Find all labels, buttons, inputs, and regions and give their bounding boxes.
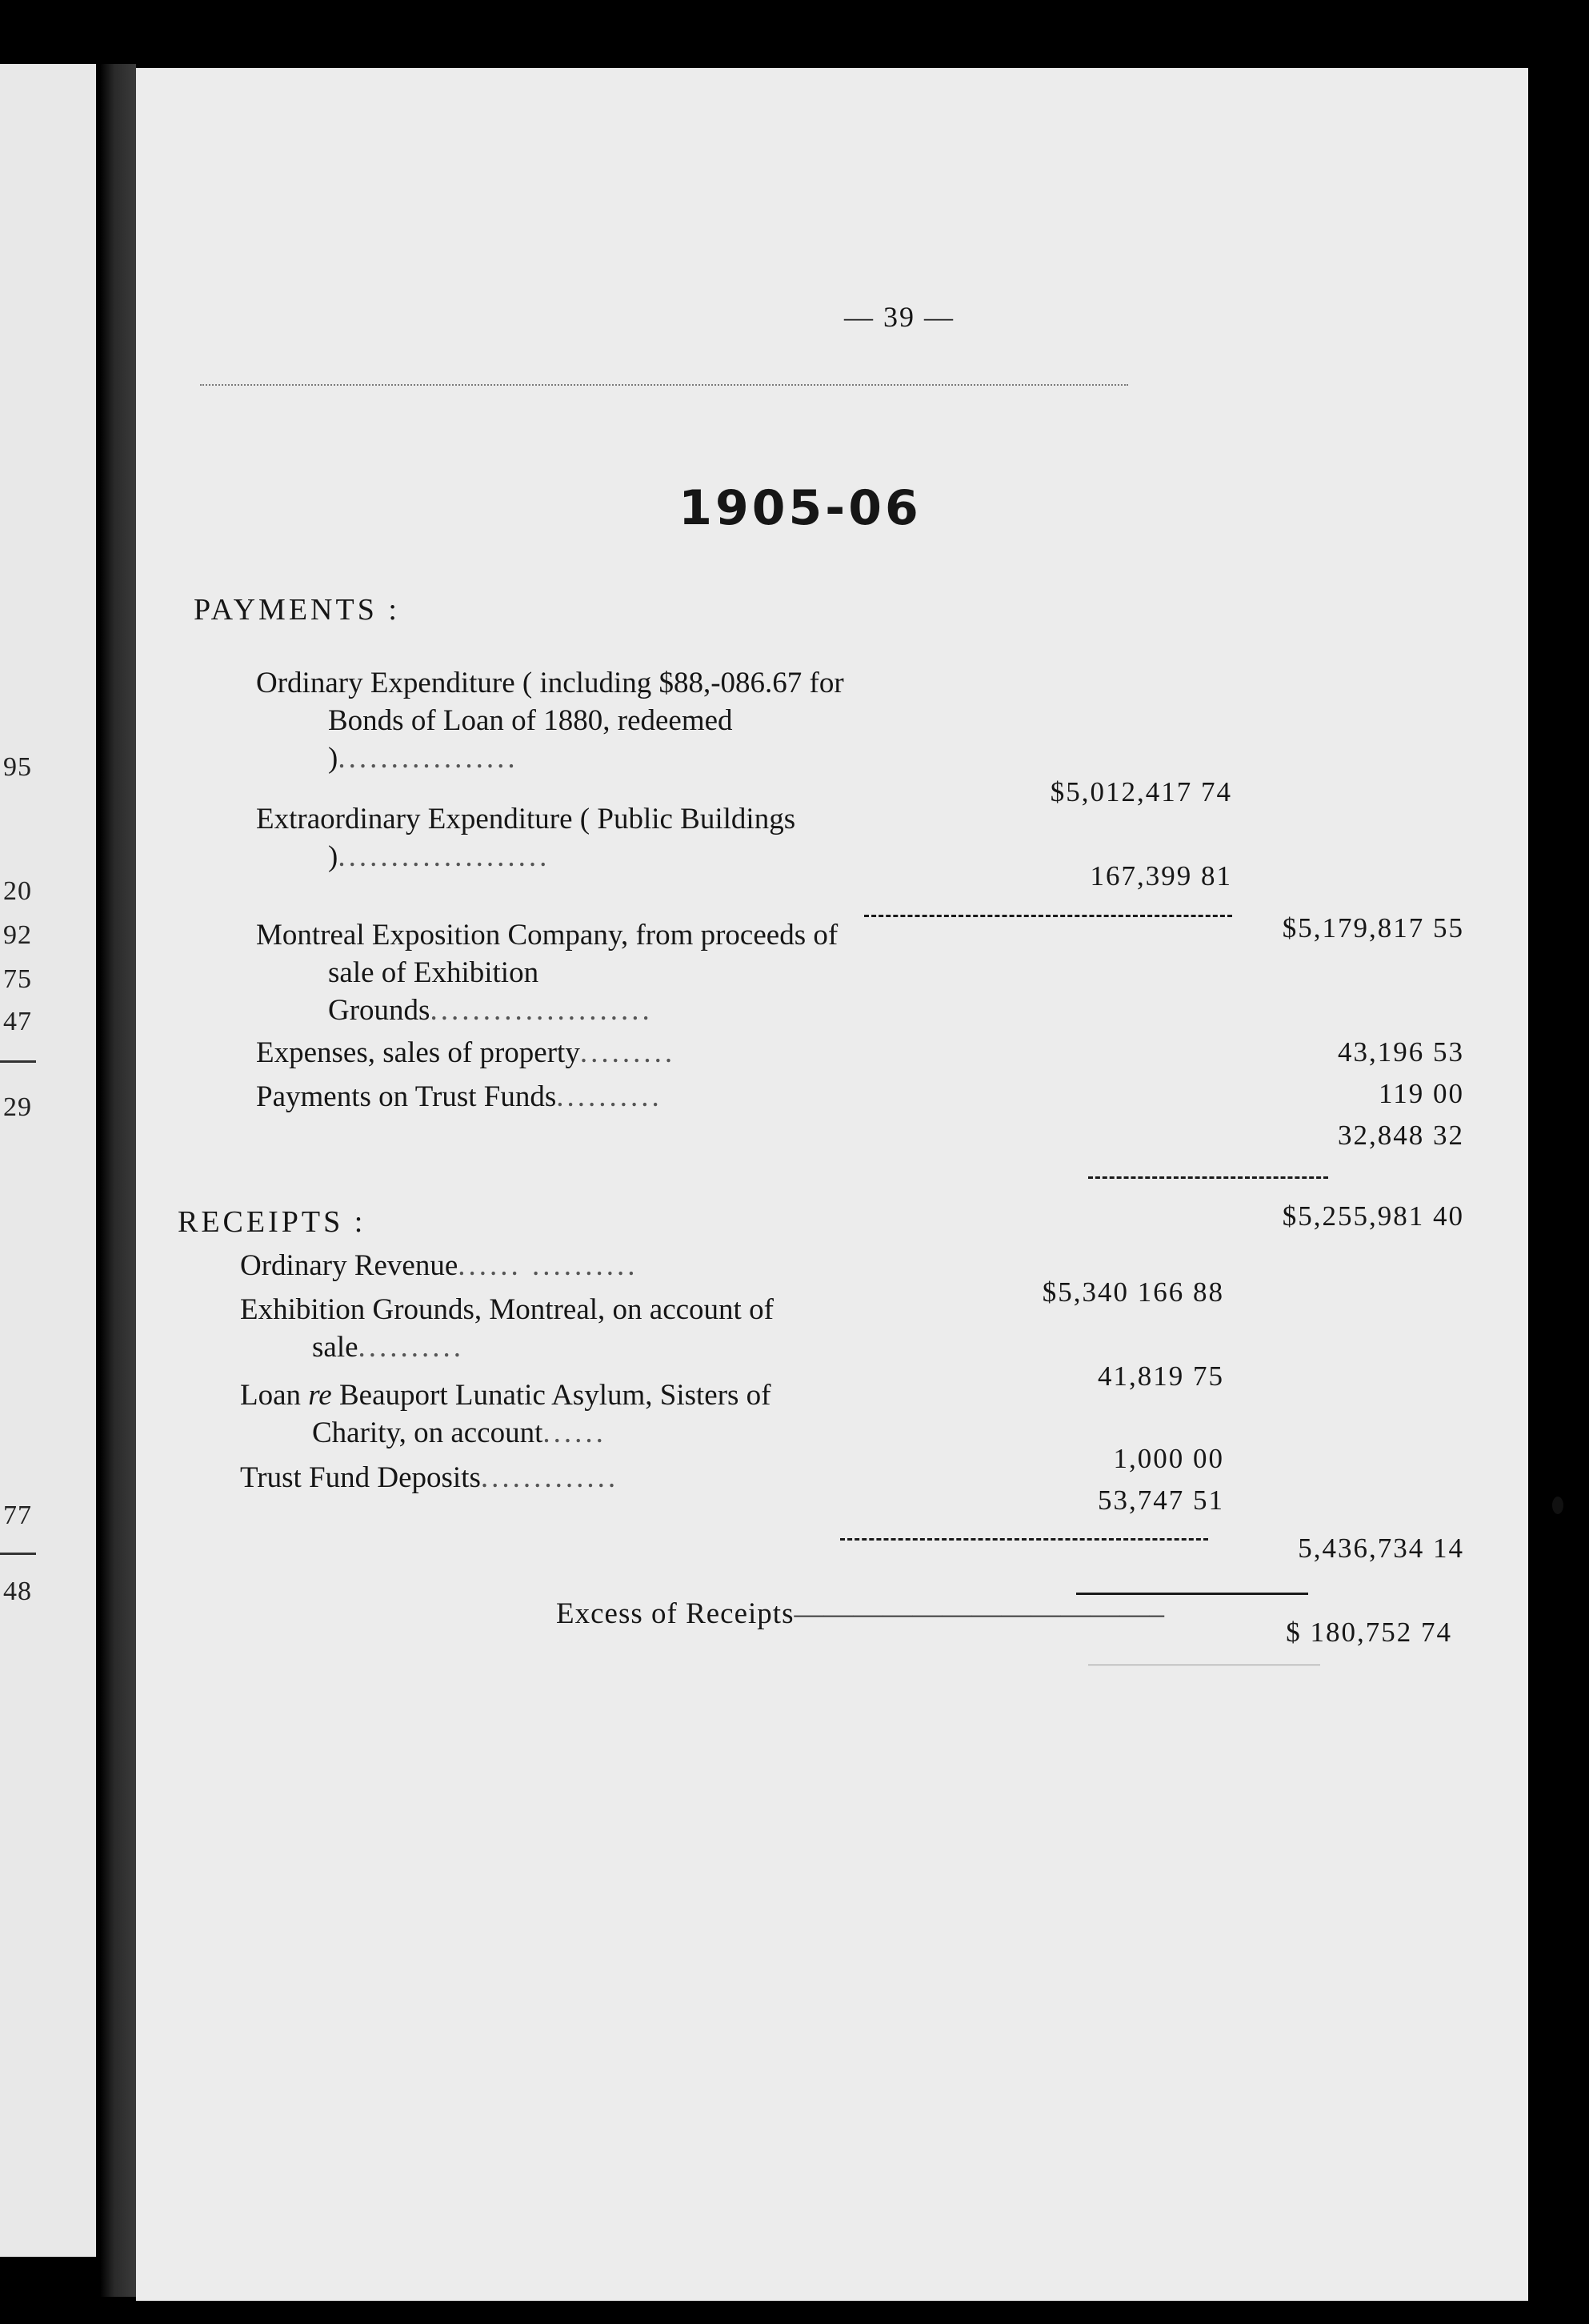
left-page-fragment: 95 — [3, 752, 32, 782]
receipt-ordinary-revenue: Ordinary Revenue...... .......... — [240, 1249, 638, 1282]
payments-total-amount: $5,255,981 40 — [1282, 1200, 1464, 1232]
ink-speck — [1552, 1497, 1563, 1514]
payment-ordinary-expenditure: Ordinary Expenditure ( including $88,-086.67 for Bonds of Loan of 1880, redeemed )................. — [256, 667, 844, 775]
payment-expenses-text: Expenses, sales of property — [256, 1036, 580, 1069]
book-spine — [100, 64, 136, 2297]
left-page-rule — [0, 1553, 36, 1555]
payment-expenses-property: Expenses, sales of property......... — [256, 1036, 676, 1069]
left-page-fragment: 29 — [3, 1092, 32, 1122]
receipt-loan-text-before: Loan — [240, 1379, 309, 1412]
subtotal-rule — [864, 915, 1232, 917]
receipts-total-amount: 5,436,734 14 — [1298, 1533, 1464, 1564]
payments-total-rule — [1088, 1176, 1328, 1179]
receipt-deposits-amount: 53,747 51 — [1098, 1485, 1224, 1516]
payment-trust-funds: Payments on Trust Funds.......... — [256, 1080, 662, 1113]
left-page-fragment: 92 — [3, 920, 32, 950]
receipt-exhibition-text: Exhibition Grounds, Montreal, on account of sale — [240, 1293, 774, 1364]
receipt-loan-text-italic: re — [308, 1379, 332, 1412]
payment-ordinary-amount: $5,012,417 74 — [1050, 776, 1232, 807]
left-page-fragment: 48 — [3, 1577, 32, 1606]
ledger-page — [136, 68, 1528, 2301]
left-page-fragment: 47 — [3, 1007, 32, 1036]
page-corner-shadow — [1528, 0, 1589, 112]
receipts-heading: RECEIPTS : — [178, 1205, 366, 1239]
receipts-subtotal-rule — [840, 1538, 1208, 1541]
payment-ordinary-text: Ordinary Expenditure ( including $88,-086.67 for Bonds of Loan of 1880, redeemed ) — [256, 667, 844, 775]
left-facing-page — [0, 64, 96, 2257]
payments-subtotal-amount: $5,179,817 55 — [1282, 912, 1464, 944]
excess-rule — [1076, 1593, 1308, 1595]
fiscal-year-title: 1905-06 — [678, 480, 922, 536]
payment-trust-text: Payments on Trust Funds — [256, 1080, 557, 1113]
receipt-loan-text-after: Beauport Lunatic Asylum, Sisters of Charity, on account — [312, 1379, 771, 1449]
receipt-ordinary-amount: $5,340 166 88 — [1042, 1276, 1224, 1308]
payment-extraordinary-expenditure: Extraordinary Expenditure ( Public Buildings ).................... — [256, 803, 796, 873]
payment-trust-amount: 32,848 32 — [1338, 1120, 1464, 1151]
receipt-loan-beauport: Loan re Beauport Lunatic Asylum, Sisters of Charity, on account...... — [240, 1379, 771, 1449]
left-page-rule — [0, 1060, 36, 1063]
header-rule — [200, 384, 1128, 386]
receipt-trust-deposits: Trust Fund Deposits............. — [240, 1461, 619, 1494]
left-page-fragment: 75 — [3, 964, 32, 994]
payment-montreal-amount: 43,196 53 — [1338, 1036, 1464, 1068]
payment-montreal-text: Montreal Exposition Company, from proceeds of sale of Exhibition Grounds — [256, 919, 839, 1027]
excess-amount: $ 180,752 74 — [1286, 1617, 1452, 1648]
payment-extraordinary-text: Extraordinary Expenditure ( Public Buildings ) — [256, 803, 796, 873]
payment-montreal-exposition: Montreal Exposition Company, from proceeds of sale of Exhibition Grounds..................... — [256, 919, 839, 1027]
receipt-deposits-text: Trust Fund Deposits — [240, 1461, 481, 1494]
payments-heading: PAYMENTS : — [194, 593, 400, 627]
left-page-fragment: 77 — [3, 1501, 32, 1530]
receipt-loan-amount: 1,000 00 — [1113, 1443, 1224, 1474]
left-page-fragment: 20 — [3, 876, 32, 906]
excess-label-text: Excess of Receipts — [556, 1597, 794, 1630]
payment-expenses-amount: 119 00 — [1379, 1078, 1464, 1109]
receipt-exhibition-grounds: Exhibition Grounds, Montreal, on account of sale.......... — [240, 1293, 774, 1364]
payment-extraordinary-amount: 167,399 81 — [1090, 860, 1232, 892]
excess-label: Excess of Receipts————————————– — [556, 1597, 1164, 1630]
receipt-exhibition-amount: 41,819 75 — [1098, 1360, 1224, 1392]
page-folio: — 39 — — [844, 301, 955, 333]
receipt-ordinary-text: Ordinary Revenue — [240, 1249, 458, 1282]
